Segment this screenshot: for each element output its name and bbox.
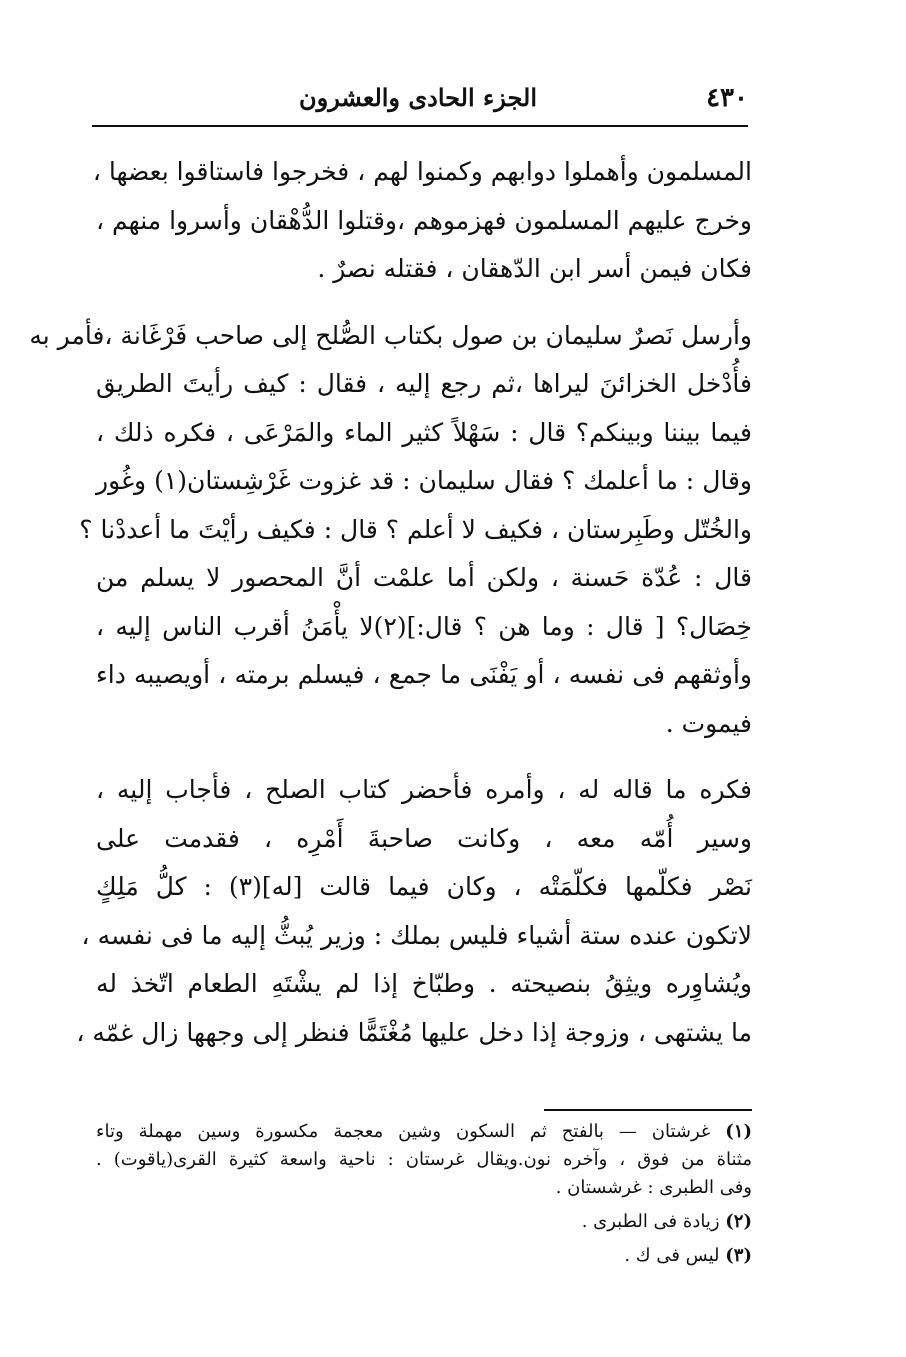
footnote-line: مثناة من فوق ، وآخره نون.ويقال غرستان : ناحية واسعة كثيرة القرى(ياقوت) . bbox=[96, 1149, 752, 1170]
text-line: فيموت . bbox=[665, 708, 752, 738]
text-line: لاتكون عنده ستة أشياء فليس بملك : وزير يُبثُّ إليه ما فى نفسه ، bbox=[81, 920, 752, 950]
text-line: فكره ما قاله له ، وأمره فأحضر كتاب الصلح ، فأجاب إليه ، bbox=[96, 775, 752, 804]
footnote-text: غرشتان — بالفتح ثم السكون وشين معجمة مكسورة وسين مهملة وتاء bbox=[96, 1121, 711, 1142]
text-line: فيما بيننا وبينكم؟ قال : سَهْلاً كثير الماء والمَرْعَى ، فكره ذلك ، bbox=[96, 417, 752, 447]
text-line: فكان فيمن أسر ابن الدّهقان ، فقتله نصرٌ . bbox=[317, 254, 752, 283]
footnotes bbox=[96, 1118, 752, 1276]
paragraph-2 bbox=[29, 312, 752, 749]
footnote-number: (١) bbox=[725, 1121, 752, 1142]
text-line: وخرج عليهم المسلمون فهزموهم ،وقتلوا الدُّهْقان وأسروا منهم ، bbox=[96, 205, 752, 235]
footnote-3 bbox=[96, 1242, 752, 1270]
footnote-number: (٢) bbox=[725, 1211, 752, 1232]
footnote-text: زيادة فى الطبرى . bbox=[581, 1211, 720, 1232]
footnote-2 bbox=[96, 1208, 752, 1236]
footnote-1 bbox=[96, 1118, 752, 1202]
text-line: وقال : ما أعلمك ؟ فقال سليمان : قد غزوت غَرْشِستان(١) وغُور bbox=[96, 466, 752, 495]
footnote-divider bbox=[544, 1109, 752, 1111]
text-line: وأرسل نَصرٌ سليمان بن صول بكتاب الصُّلح إلى صاحب فَرْغَانة ،فأمر به bbox=[29, 320, 752, 350]
text-line: المسلمون وأهملوا دوابهم وكمنوا لهم ، فخرجوا فاستاقوا بعضها ، bbox=[92, 157, 752, 186]
text-line: وسير أُمّه معه ، وكانت صاحبةَ أَمْرِه ، فقدمت على bbox=[96, 823, 752, 853]
footnote-line: وفى الطبرى : غرشستان . bbox=[555, 1177, 752, 1198]
text-line: نَصْر فكلّمها فكلّمَتْه ، وكان فيما قالت [له](٣) : كلُّ مَلِكٍ bbox=[96, 872, 753, 901]
text-line: خِصَال؟ [ قال : وما هن ؟ قال:](٢)لا يأْمَنُ أقرب الناس إليه ، bbox=[96, 611, 752, 641]
footnote-line bbox=[96, 1242, 752, 1270]
footnote-text: ليس فى ك . bbox=[624, 1245, 720, 1266]
paragraph-1 bbox=[92, 148, 752, 294]
page-number: ٤٣٠ bbox=[706, 83, 748, 113]
footnote-line bbox=[96, 1118, 752, 1146]
text-line: فأُدْخل الخزائنَ ليراها ،ثم رجع إليه ، فقال : كيف رأيتَ الطريق bbox=[96, 369, 752, 398]
text-line: والخُتّل وطَبِرستان ، فكيف لا أعلم ؟ قال : فكيف رأيْتَ ما أعددْنا ؟ bbox=[79, 514, 752, 544]
text-line: قال : عُدّة حَسنة ، ولكن أما علمْت أنَّ المحصور لا يسلم من bbox=[96, 563, 752, 592]
header-divider bbox=[92, 125, 748, 127]
running-title: الجزء الحادى والعشرون bbox=[299, 83, 537, 112]
text-line: وأوثقهم فى نفسه ، أو يَفْنَى ما جمع ، فيسلم برمته ، أويصيبه داء bbox=[96, 660, 752, 689]
text-line: ويُشاوِره ويثِقُ بنصيحته . وطبّاخ إذا لم يشْتَهِ الطعام اتّخذ له bbox=[96, 969, 752, 998]
text-line: ما يشتهى ، وزوجة إذا دخل عليها مُغْتَمًّا فنظر إلى وجهها زال غمّه ، bbox=[76, 1017, 752, 1047]
page-header bbox=[88, 78, 748, 118]
footnote-number: (٣) bbox=[725, 1245, 752, 1266]
main-text bbox=[29, 148, 753, 1057]
paragraph-3 bbox=[76, 766, 753, 1057]
footnote-line bbox=[96, 1208, 752, 1236]
